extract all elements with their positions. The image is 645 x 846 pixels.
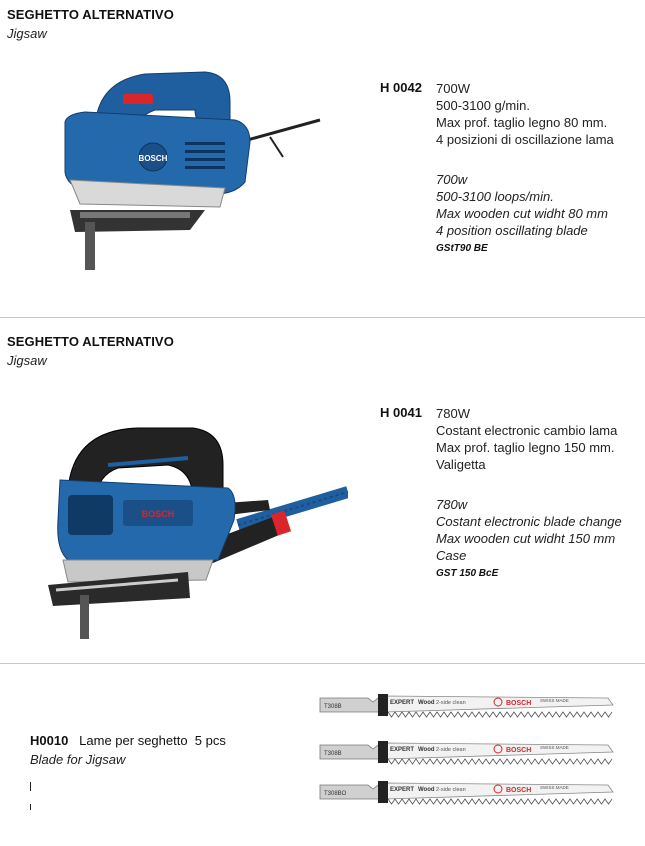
spec-line: 500-3100 g/min.: [436, 98, 530, 113]
jigsaw-gst150bce-image: [38, 420, 348, 642]
blade-subtitle: Blade for Jigsaw: [30, 752, 126, 767]
section-divider: [0, 317, 645, 318]
blade-material: Wood: [418, 747, 435, 753]
spec-line: Valigetta: [436, 457, 486, 472]
swiss-made-mark: SWISS MADE: [540, 698, 569, 703]
spec-line: Max wooden cut widht 80 mm: [436, 206, 608, 221]
spec-line: Max wooden cut widht 150 mm: [436, 531, 616, 546]
bosch-logo: BOSCH: [506, 700, 532, 707]
blade-line-name: EXPERT: [390, 700, 415, 706]
spec-line: 4 position oscillating blade: [436, 223, 588, 238]
jigsaw-blade: [318, 739, 618, 765]
spec-english: [436, 171, 608, 257]
bosch-logo: BOSCH: [141, 509, 175, 519]
spec-line: Case: [436, 548, 467, 563]
swiss-made-mark: SWISS MADE: [540, 785, 569, 790]
product-qty: 5 pcs: [194, 733, 226, 748]
section-title: SEGHETTO ALTERNATIVO: [7, 7, 174, 22]
blade-material: Wood: [418, 787, 435, 793]
spec-line: 500-3100 loops/min.: [436, 189, 554, 204]
spec-line: Costant electronic cambio lama: [436, 423, 618, 438]
spec-line: Max prof. taglio legno 80 mm.: [436, 115, 608, 130]
blade-feature: 2-side clean: [436, 787, 466, 793]
blade-id: T308BO: [324, 791, 347, 797]
blade-feature: 2-side clean: [436, 747, 466, 753]
section-title: SEGHETTO ALTERNATIVO: [7, 334, 174, 349]
spec-italian: [436, 80, 614, 148]
spec-line: 700w: [436, 172, 468, 187]
bosch-logo: BOSCH: [506, 747, 532, 754]
product-name: Lame per seghetto: [79, 733, 188, 748]
section-subtitle: Jigsaw: [7, 26, 47, 41]
spec-line: 780W: [436, 406, 470, 421]
blade-id: T308B: [324, 751, 342, 757]
section-divider: [0, 663, 645, 664]
spec-english: [436, 496, 622, 582]
jigsaw-gst90be-image: [55, 62, 325, 272]
spec-line: 4 posizioni di oscillazione lama: [436, 132, 614, 147]
spec-line: 780w: [436, 497, 468, 512]
bosch-logo: BOSCH: [138, 154, 168, 163]
section-subtitle: Jigsaw: [7, 353, 47, 368]
bosch-logo: BOSCH: [506, 787, 532, 794]
jigsaw-blade: [318, 779, 618, 805]
jigsaw-blade: [318, 692, 618, 718]
blade-product-line: [30, 733, 226, 748]
model-name: GST 150 BcE: [436, 568, 499, 579]
blade-material: Wood: [418, 700, 435, 706]
product-code: H0010: [30, 733, 69, 748]
product-code: H 0041: [380, 405, 422, 420]
spec-italian: [436, 405, 617, 473]
blade-line-name: EXPERT: [390, 787, 415, 793]
blade-line-name: EXPERT: [390, 747, 415, 753]
divider-tick: [30, 804, 31, 810]
spec-line: Costant electronic blade change: [436, 514, 622, 529]
spec-line: 700W: [436, 81, 470, 96]
blade-feature: 2-side clean: [436, 700, 466, 706]
model-name: GStT90 BE: [436, 243, 488, 254]
divider-tick: [30, 782, 31, 791]
spec-line: Max prof. taglio legno 150 mm.: [436, 440, 615, 455]
swiss-made-mark: SWISS MADE: [540, 745, 569, 750]
product-code: H 0042: [380, 80, 422, 95]
blade-id: T308B: [324, 704, 342, 710]
